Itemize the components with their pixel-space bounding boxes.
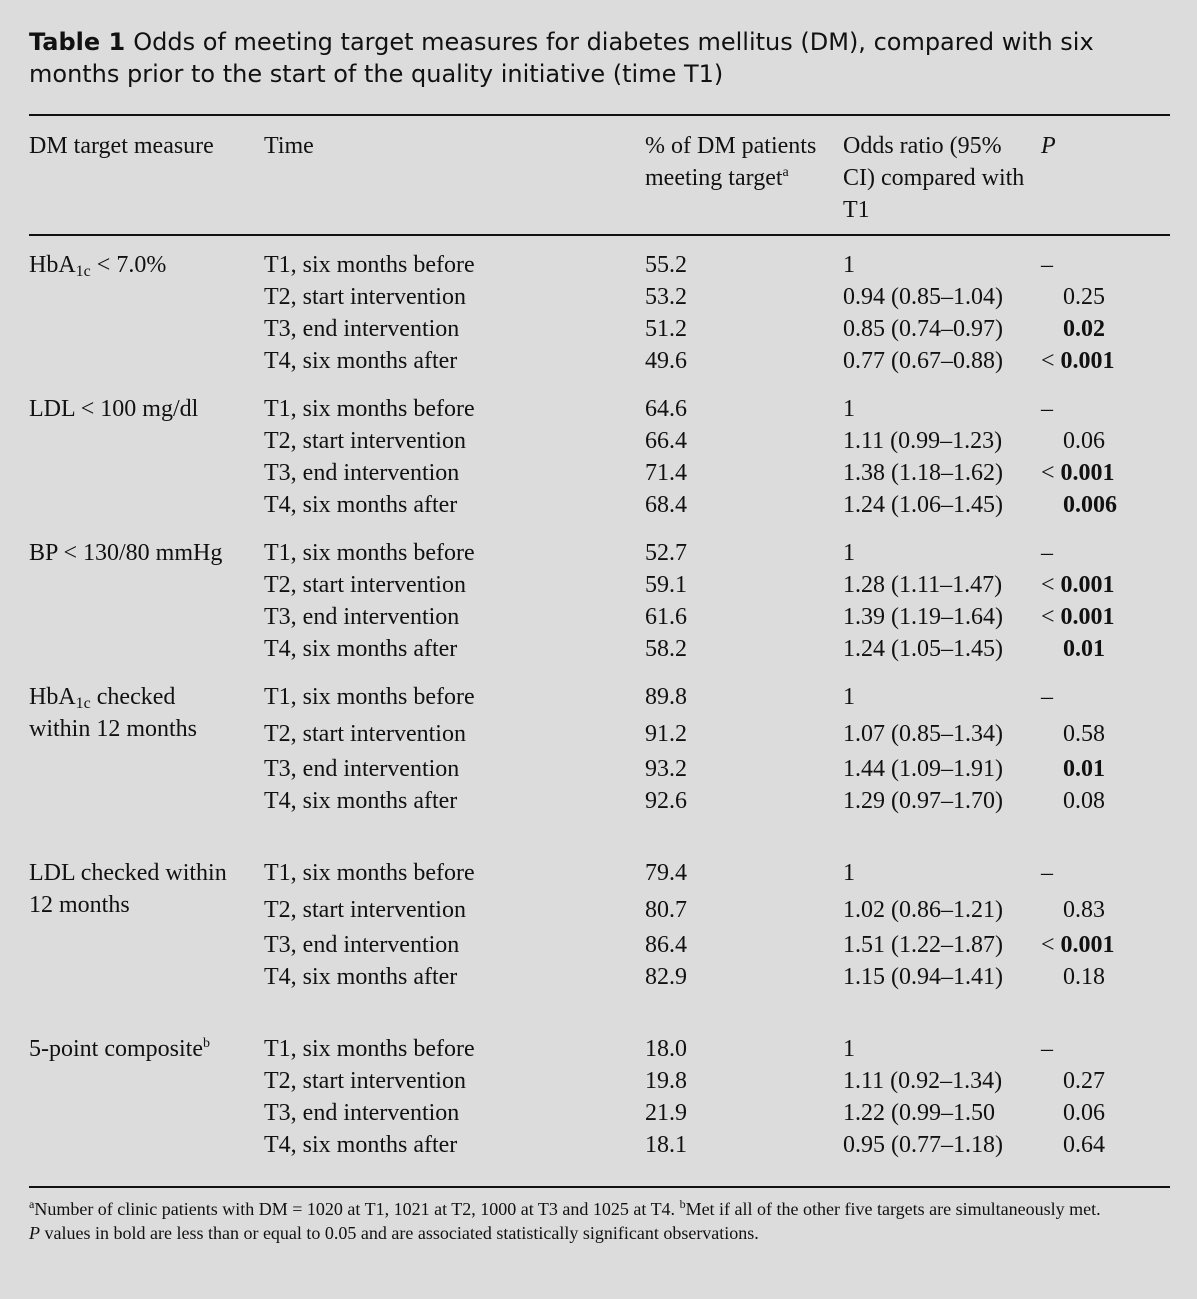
- table-footnotes: [29, 1197, 1169, 1245]
- odds-ratio-cell: 0.77 (0.67–0.88): [843, 348, 1003, 374]
- p-value-cell: [1063, 425, 1105, 457]
- p-value: 0.006: [1063, 492, 1117, 518]
- odds-ratio-cell: 1.51 (1.22–1.87): [843, 932, 1003, 958]
- measure-text: 5-point composite: [29, 1036, 203, 1062]
- p-value: 0.01: [1063, 636, 1105, 662]
- footnote-b-mark: b: [679, 1197, 686, 1211]
- p-value-cell: [1063, 1065, 1105, 1097]
- odds-ratio-cell: 1.38 (1.18–1.62): [843, 460, 1003, 486]
- pct-cell: 64.6: [645, 396, 687, 422]
- p-value: –: [1041, 860, 1053, 886]
- pct-cell: 19.8: [645, 1068, 687, 1094]
- time-cell: T1, six months before: [264, 396, 475, 422]
- pct-cell: 82.9: [645, 964, 687, 990]
- odds-ratio-cell: 1.24 (1.05–1.45): [843, 636, 1003, 662]
- time-cell: T2, start intervention: [264, 897, 466, 923]
- measure-text: HbA: [29, 684, 76, 710]
- p-value-cell: [1063, 961, 1105, 993]
- odds-ratio-cell: 1.24 (1.06–1.45): [843, 492, 1003, 518]
- odds-ratio-cell: 1.29 (0.97–1.70): [843, 788, 1003, 814]
- measure-subscript: 1c: [75, 263, 91, 280]
- p-value-prefix: <: [1041, 932, 1061, 958]
- odds-ratio-cell: 1.15 (0.94–1.41): [843, 964, 1003, 990]
- p-value: 0.06: [1063, 1100, 1105, 1126]
- measure-cell: [29, 681, 197, 745]
- odds-ratio-cell: 1.11 (0.99–1.23): [843, 428, 1003, 454]
- pct-cell: 93.2: [645, 756, 687, 782]
- p-value-cell: [1063, 1129, 1105, 1161]
- footnote-p: [29, 1221, 1169, 1245]
- time-cell: T4, six months after: [264, 788, 458, 814]
- footnote-a-b: [29, 1197, 1169, 1221]
- time-cell: T1, six months before: [264, 684, 475, 710]
- pct-cell: 66.4: [645, 428, 687, 454]
- pct-cell: 80.7: [645, 897, 687, 923]
- p-value: –: [1041, 684, 1053, 710]
- p-value-cell: [1041, 345, 1115, 377]
- pct-cell: 61.6: [645, 604, 687, 630]
- p-value-cell: [1041, 569, 1115, 601]
- time-cell: T3, end intervention: [264, 316, 460, 342]
- p-value-cell: [1041, 249, 1053, 281]
- odds-ratio-cell: 1: [843, 1036, 855, 1062]
- pct-cell: 55.2: [645, 252, 687, 278]
- p-value-cell: [1041, 929, 1115, 961]
- p-value: 0.02: [1063, 316, 1105, 342]
- time-cell: T2, start intervention: [264, 721, 466, 747]
- header-pct: [645, 130, 830, 194]
- odds-ratio-cell: 1.02 (0.86–1.21): [843, 897, 1003, 923]
- table-label: Table 1: [29, 28, 126, 56]
- pct-cell: 59.1: [645, 572, 687, 598]
- time-cell: T4, six months after: [264, 492, 458, 518]
- measure-cell: [29, 1033, 210, 1065]
- p-value-cell: [1063, 753, 1105, 785]
- p-value: 0.83: [1063, 897, 1105, 923]
- time-cell: T4, six months after: [264, 348, 458, 374]
- footnote-p-italic: P: [29, 1223, 40, 1243]
- odds-ratio-cell: 1: [843, 860, 855, 886]
- time-cell: T2, start intervention: [264, 1068, 466, 1094]
- measure-text-post: < 7.0%: [90, 252, 167, 278]
- odds-ratio-cell: 1.11 (0.92–1.34): [843, 1068, 1003, 1094]
- time-cell: T3, end intervention: [264, 756, 460, 782]
- odds-ratio-cell: 1: [843, 684, 855, 710]
- measure-footnote-mark: b: [202, 1036, 210, 1051]
- p-value-cell: [1041, 537, 1053, 569]
- measure-subscript: 1c: [75, 695, 91, 712]
- pct-cell: 92.6: [645, 788, 687, 814]
- p-value-prefix: <: [1041, 604, 1061, 630]
- p-value: 0.001: [1060, 932, 1115, 958]
- p-value: 0.001: [1060, 604, 1115, 630]
- footnote-a-text: Number of clinic patients with DM = 1020 at T1, 1021 at T2, 1000 at T3 and 1025 at T4.: [34, 1199, 676, 1219]
- time-cell: T4, six months after: [264, 1132, 458, 1158]
- time-cell: T2, start intervention: [264, 572, 466, 598]
- pct-cell: 53.2: [645, 284, 687, 310]
- header-rule: [29, 234, 1170, 236]
- measure-text: BP < 130/80 mmHg: [29, 540, 223, 566]
- odds-ratio-cell: 1.28 (1.11–1.47): [843, 572, 1003, 598]
- measure-text: HbA: [29, 252, 76, 278]
- odds-ratio-cell: 1.07 (0.85–1.34): [843, 721, 1003, 747]
- odds-ratio-cell: 0.95 (0.77–1.18): [843, 1132, 1003, 1158]
- time-cell: T3, end intervention: [264, 932, 460, 958]
- header-pct-text: % of DM patients meeting target: [645, 133, 817, 191]
- p-value: –: [1041, 1036, 1053, 1062]
- pct-cell: 86.4: [645, 932, 687, 958]
- odds-ratio-cell: 0.85 (0.74–0.97): [843, 316, 1003, 342]
- odds-ratio-cell: 1.22 (0.99–1.50: [843, 1100, 995, 1126]
- p-value: 0.01: [1063, 756, 1105, 782]
- pct-cell: 89.8: [645, 684, 687, 710]
- p-value-cell: [1063, 633, 1105, 665]
- odds-ratio-cell: 1: [843, 396, 855, 422]
- header-pct-footnote-mark: a: [782, 165, 789, 180]
- time-cell: T3, end intervention: [264, 1100, 460, 1126]
- p-value: 0.25: [1063, 284, 1105, 310]
- measure-cell: [29, 249, 166, 281]
- bottom-rule: [29, 1186, 1170, 1188]
- pct-cell: 18.1: [645, 1132, 687, 1158]
- p-value: 0.08: [1063, 788, 1105, 814]
- p-value-cell: [1063, 894, 1105, 926]
- p-value-cell: [1041, 601, 1115, 633]
- footnote-a-mark: a: [29, 1197, 35, 1211]
- p-value-cell: [1063, 718, 1105, 750]
- p-value: –: [1041, 252, 1053, 278]
- pct-cell: 49.6: [645, 348, 687, 374]
- time-cell: T3, end intervention: [264, 460, 460, 486]
- time-cell: T1, six months before: [264, 540, 475, 566]
- time-cell: T1, six months before: [264, 252, 475, 278]
- time-cell: T4, six months after: [264, 636, 458, 662]
- pct-cell: 52.7: [645, 540, 687, 566]
- header-p: P: [1041, 133, 1056, 159]
- odds-ratio-cell: 1.44 (1.09–1.91): [843, 756, 1003, 782]
- p-value-prefix: <: [1041, 572, 1061, 598]
- p-value-cell: [1063, 489, 1117, 521]
- p-value-prefix: <: [1041, 460, 1061, 486]
- pct-cell: 21.9: [645, 1100, 687, 1126]
- odds-ratio-cell: 1: [843, 252, 855, 278]
- pct-cell: 68.4: [645, 492, 687, 518]
- pct-cell: 71.4: [645, 460, 687, 486]
- time-cell: T3, end intervention: [264, 604, 460, 630]
- p-value-cell: [1041, 681, 1053, 713]
- pct-cell: 18.0: [645, 1036, 687, 1062]
- time-cell: T2, start intervention: [264, 428, 466, 454]
- p-value-cell: [1063, 1097, 1105, 1129]
- measure-text-line2: within 12 months: [29, 716, 198, 742]
- odds-ratio-cell: 0.94 (0.85–1.04): [843, 284, 1003, 310]
- p-value: 0.64: [1063, 1132, 1105, 1158]
- p-value: 0.27: [1063, 1068, 1105, 1094]
- pct-cell: 58.2: [645, 636, 687, 662]
- measure-cell: [29, 857, 227, 921]
- p-value-cell: [1063, 313, 1105, 345]
- footnote-p-text: values in bold are less than or equal to 0.05 and are associated statistically significant observations.: [40, 1223, 759, 1243]
- odds-ratio-cell: 1: [843, 540, 855, 566]
- p-value: –: [1041, 540, 1053, 566]
- time-cell: T2, start intervention: [264, 284, 466, 310]
- header-odds-ratio: Odds ratio (95% CI) compared with T1: [843, 133, 1025, 223]
- p-value: 0.18: [1063, 964, 1105, 990]
- p-value: 0.58: [1063, 721, 1105, 747]
- header-time: Time: [264, 133, 314, 159]
- measure-cell: [29, 393, 198, 425]
- time-cell: T1, six months before: [264, 1036, 475, 1062]
- p-value: 0.001: [1060, 348, 1115, 374]
- p-value: 0.001: [1060, 572, 1115, 598]
- p-value-cell: [1041, 857, 1053, 889]
- top-rule: [29, 114, 1170, 116]
- table-caption: [29, 26, 1169, 90]
- p-value: 0.06: [1063, 428, 1105, 454]
- measure-cell: [29, 537, 222, 569]
- time-cell: T4, six months after: [264, 964, 458, 990]
- measure-text: LDL < 100 mg/dl: [29, 396, 199, 422]
- pct-cell: 79.4: [645, 860, 687, 886]
- p-value-cell: [1063, 281, 1105, 313]
- p-value: –: [1041, 396, 1053, 422]
- measure-text: LDL checked within: [29, 860, 227, 886]
- odds-ratio-cell: 1.39 (1.19–1.64): [843, 604, 1003, 630]
- table-caption-text: Odds of meeting target measures for diabetes mellitus (DM), compared with six months prior to the start of the quality initiative (time T1): [29, 28, 1094, 88]
- p-value: 0.001: [1060, 460, 1115, 486]
- measure-text-line2: 12 months: [29, 892, 130, 918]
- time-cell: T1, six months before: [264, 860, 475, 886]
- p-value-cell: [1041, 457, 1115, 489]
- header-measure: DM target measure: [29, 133, 214, 159]
- p-value-prefix: <: [1041, 348, 1061, 374]
- p-value-cell: [1041, 1033, 1053, 1065]
- footnote-b-text: Met if all of the other five targets are simultaneously met.: [685, 1199, 1101, 1219]
- pct-cell: 51.2: [645, 316, 687, 342]
- measure-text-post: checked: [90, 684, 176, 710]
- p-value-cell: [1063, 785, 1105, 817]
- p-value-cell: [1041, 393, 1053, 425]
- pct-cell: 91.2: [645, 721, 687, 747]
